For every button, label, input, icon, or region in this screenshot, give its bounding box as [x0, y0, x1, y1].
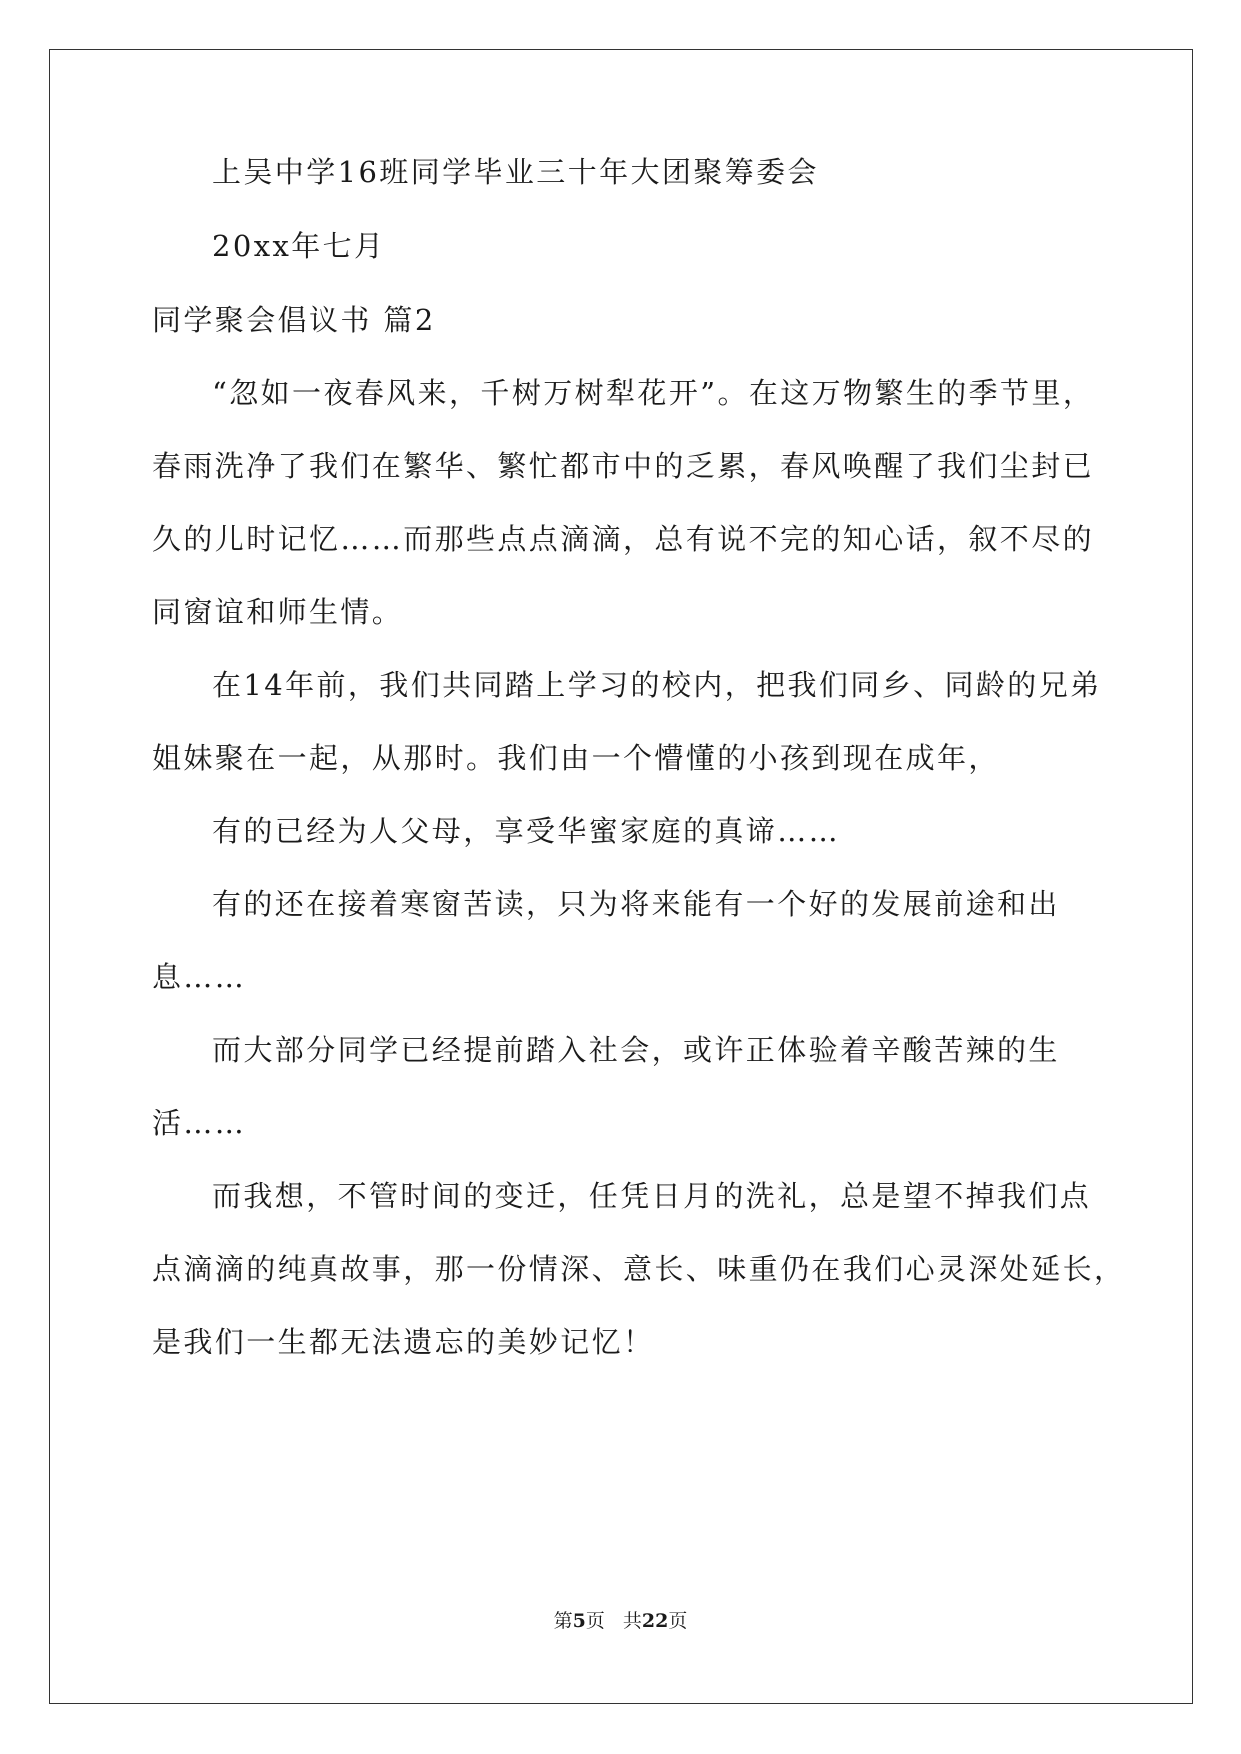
total-prefix: 共 [622, 1610, 642, 1632]
paragraph-line: “忽如一夜春风来，千树万树犁花开”。在这万物繁生的季节里， [212, 376, 1095, 410]
page-prefix: 第 [553, 1610, 573, 1632]
page-current: 5 [572, 1610, 586, 1632]
paragraph-line: 久的儿时记忆……而那些点点滴滴，总有说不完的知心话，叙不尽的 [152, 522, 1095, 556]
paragraph-line: 活…… [152, 1106, 247, 1140]
page-border [49, 49, 1193, 1704]
page-suffix: 页 [585, 1610, 605, 1632]
paragraph-line: 有的已经为人父母，享受华蜜家庭的真谛…… [212, 814, 841, 848]
page-footer [0, 1608, 1241, 1634]
paragraph-line: 姐妹聚在一起，从那时。我们由一个懵懂的小孩到现在成年， [152, 741, 1000, 775]
paragraph-line: 春雨洗净了我们在繁华、繁忙都市中的乏累，春风唤醒了我们尘封已 [152, 449, 1095, 483]
paragraph-line: 而我想，不管时间的变迁，任凭日月的洗礼，总是望不掉我们点 [212, 1179, 1092, 1213]
paragraph-line: 同窗谊和师生情。 [152, 595, 404, 629]
paragraph-line: 点滴滴的纯真故事，那一份情深、意长、味重仍在我们心灵深处延长， [152, 1252, 1126, 1286]
committee-signature: 上吴中学16班同学毕业三十年大团聚筹委会 [212, 155, 819, 189]
total-suffix: 页 [668, 1610, 688, 1632]
paragraph-line: 有的还在接着寒窗苦读，只为将来能有一个好的发展前途和出 [212, 887, 1060, 921]
paragraph-line: 是我们一生都无法遗忘的美妙记忆！ [152, 1325, 655, 1359]
date-line: 20xx年七月 [212, 229, 386, 263]
paragraph-line: 在14年前，我们共同踏上学习的校内，把我们同乡、同龄的兄弟 [212, 668, 1102, 702]
paragraph-line: 息…… [152, 960, 247, 994]
page-total: 22 [641, 1610, 669, 1632]
section-heading: 同学聚会倡议书 篇2 [152, 303, 436, 337]
paragraph-line: 而大部分同学已经提前踏入社会，或许正体验着辛酸苦辣的生 [212, 1033, 1060, 1067]
